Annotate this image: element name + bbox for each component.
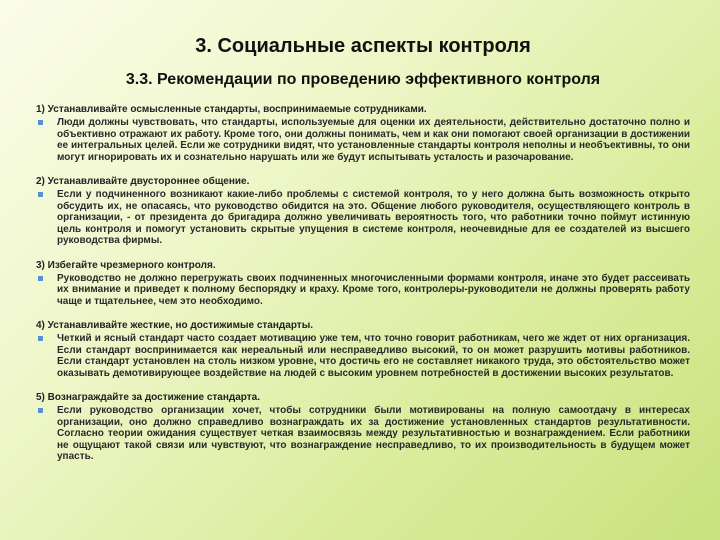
slide-title: 3. Социальные аспекты контроля [195, 35, 531, 57]
bullet-item [36, 189, 690, 247]
recommendation-heading: 1) Устанавливайте осмысленные стандарты, воспринимаемые сотрудниками. [36, 104, 427, 115]
recommendation-3 [36, 260, 690, 308]
recommendation-text: Если у подчиненного возникают какие-либо проблемы с системой контроля, то у него должна быть возможность открыто обсудить их, не опасаясь, что руководство обидится на это. Общение любого руководителя, осуществляющего контроль в организации, - от президента до бригадира должно увеличивать вероятность того, что работники точно поймут истинную цель контроля и помогут установить скрытые упущения в системе контроля, неочевидные для ее создателей из высшего руководства фирмы. [57, 189, 690, 246]
square-bullet-icon [38, 192, 43, 197]
recommendation-text: Четкий и ясный стандарт часто создает мотивацию уже тем, что точно говорит работникам, чего же ждет от них организация. Если стандарт воспринимается как нереальный или несправедливо высокий, то он может разрушить мотивы работников. Если стандарт установлен на столь низком уровне, что достичь его не составляет никакого труда, это обстоятельство может оказывать демотивирующее воздействие на людей с высоким уровнем потребностей в достижении высоких результатов. [57, 333, 690, 379]
square-bullet-icon [38, 408, 43, 413]
recommendation-5 [36, 392, 690, 463]
bullet-item [36, 405, 690, 463]
bullet-item [36, 273, 690, 308]
square-bullet-icon [38, 120, 43, 125]
recommendation-heading: 4) Устанавливайте жесткие, но достижимые стандарты. [36, 320, 314, 331]
square-bullet-icon [38, 276, 43, 281]
recommendation-1 [36, 104, 690, 163]
square-bullet-icon [38, 336, 43, 341]
recommendation-text: Если руководство организации хочет, чтобы сотрудники были мотивированы на полную самоотдачу в интересах организации, оно должно справедливо вознаграждать их за достижение установленных стандартов результативности. Согласно теории ожидания существует четкая взаимосвязь между результативностью и вознаграждением. Если работники не ощущают такой связи или чувствуют, что вознаграждение несправедливо, то их производительность в будущем может упасть. [57, 405, 690, 462]
recommendation-2 [36, 176, 690, 247]
recommendation-text: Люди должны чувствовать, что стандарты, используемые для оценки их деятельности, действительно достаточно полно и объективно отражают их работу. Кроме того, они должны понимать, чем и как они помогают своей организации в достижении ее интегральных целей. Если же сотрудники видят, что установленные стандарты контроля неполны и необъективны, то они могут игнорировать их и сознательно нарушать или же будут испытывать усталость и разочарование. [57, 117, 690, 163]
recommendation-heading: 2) Устанавливайте двустороннее общение. [36, 176, 250, 187]
recommendation-4 [36, 320, 690, 379]
bullet-item [36, 117, 690, 163]
bullet-item [36, 333, 690, 379]
recommendation-heading: 3) Избегайте чрезмерного контроля. [36, 259, 216, 271]
recommendation-heading: 5) Вознаграждайте за достижение стандарта. [36, 392, 260, 403]
recommendation-text: Руководство не должно перегружать своих подчиненных многочисленными формами контроля, иначе это будет рассеивать их внимание и приведет к полному беспорядку и краху. Кроме того, контролеры-руководители не должны проверять работу чаще и тщательнее, чем это необходимо. [57, 272, 690, 307]
slide-subtitle: 3.3. Рекомендации по проведению эффективного контроля [125, 71, 601, 88]
